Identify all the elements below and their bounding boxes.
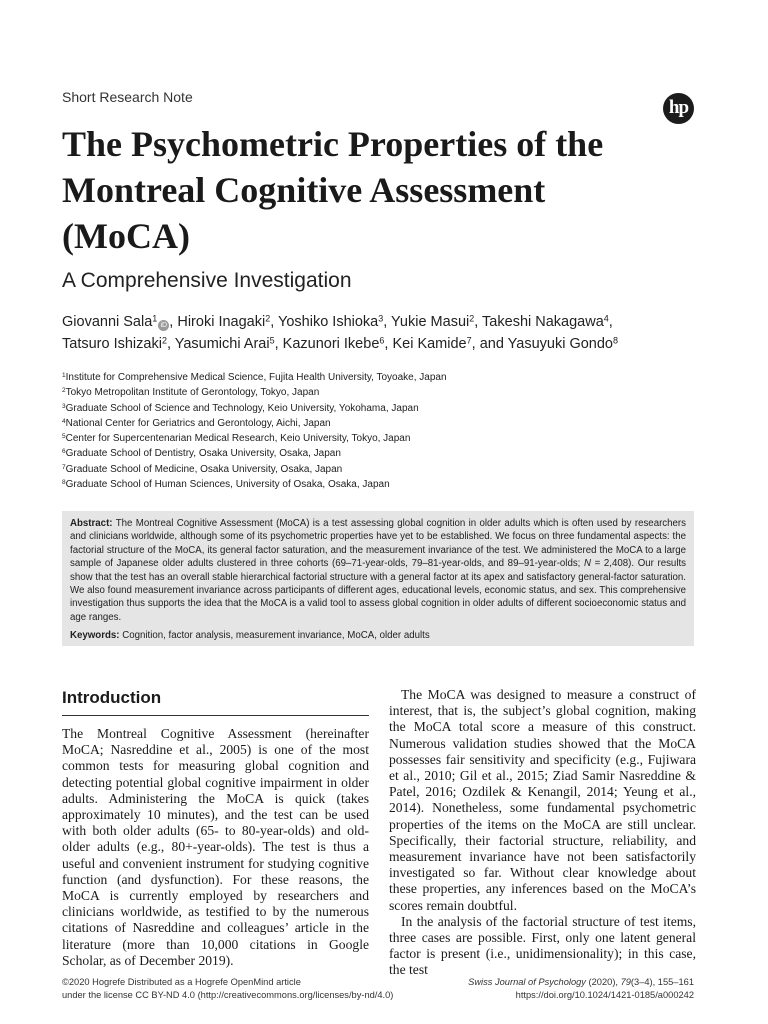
author-name[interactable]: , Yasumichi Arai: [166, 336, 270, 352]
affiliation-text: Graduate School of Human Sciences, University of Osaka, Osaka, Japan: [65, 479, 390, 491]
author-affil-sup: 2: [469, 313, 475, 324]
abstract-text: [70, 517, 686, 624]
author-name[interactable]: , Yoshiko Ishioka: [270, 314, 379, 330]
affiliation-text: Institute for Comprehensive Medical Science, Fujita Health University, Toyoake, Japan: [65, 372, 447, 383]
author-affil-sup: 8: [612, 335, 618, 346]
doi-link[interactable]: https://doi.org/10.1024/1421-0185/a000242: [515, 990, 694, 1000]
article-subtitle: A Comprehensive Investigation: [62, 269, 352, 292]
affiliation-text: National Center for Geriatrics and Gerontology, Aichi, Japan: [65, 417, 331, 429]
author-line-2: [62, 333, 712, 355]
author-name[interactable]: Tatsuro Ishizaki: [62, 336, 162, 352]
author-name[interactable]: , Takeshi Nakagawa: [474, 314, 604, 330]
author-affil-sup: 2: [265, 313, 271, 324]
journal-volume: 79: [620, 977, 631, 987]
affiliation-text: Graduate School of Medicine, Osaka University, Osaka, Japan: [65, 463, 343, 475]
journal-year: (2020),: [585, 977, 621, 987]
footer-copyright: ©2020 Hogrefe Distributed as a Hogrefe OpenMind article: [62, 977, 301, 987]
footer-citation: [400, 976, 694, 1002]
body-column-right: [389, 687, 696, 979]
footer-license: [62, 976, 393, 1002]
author-affil-sup: 6: [379, 335, 385, 346]
affiliation-text: Center for Supercentenarian Medical Research, Keio University, Tokyo, Japan: [65, 433, 411, 445]
affiliation-text: Graduate School of Science and Technology, Keio University, Yokohama, Japan: [65, 402, 419, 414]
introduction-heading: Introduction: [62, 688, 369, 716]
affiliation-list: [62, 370, 712, 492]
title-line: The Psychometric Properties of the: [62, 124, 604, 164]
author-name[interactable]: , Kei Kamide: [384, 336, 467, 352]
journal-issue-pages: (3–4), 155–161: [630, 977, 694, 987]
footer-license-link[interactable]: under the license CC BY-ND 4.0 (http://creativecommons.org/licenses/by-nd/4.0): [62, 990, 394, 1000]
affiliation-item: [62, 431, 712, 446]
body-paragraph: The Montreal Cognitive Assessment (hereinafter MoCA; Nasreddine et al., 2005) is one of the most common tests for measuring global cognition and detecting potential global cognitive impairment in older adults. Administering the MoCA is quick (takes approximately 10 minutes), and the test can be used with both older adults (65- to 80-year-olds) and old-older adults (e.g., 80+-year-olds). The test is thus a useful and convenient instrument for studying cognitive function (and dysfunction). For these reasons, the MoCA is currently employed by researchers and clinicians worldwide, as testified to by the numerous citations of Nasreddine and colleagues’ article in the literature (more than 10,000 citations in Google Scholar, as of December 2019).: [62, 726, 369, 968]
title-line: Montreal Cognitive Assessment: [62, 170, 546, 210]
affiliation-text: Graduate School of Dentistry, Osaka University, Osaka, Japan: [65, 448, 341, 460]
abstract-body-part1: The Montreal Cognitive Assessment (MoCA) is a test assessing global cognition in older adults which is often used by researchers and clinicians worldwide, although some of its psychometric properties have yet to be established. We focus on three fundamental aspects: the factorial structure of the MoCA, its general factor saturation, and the measurement invariance of the test. We administered the MoCA to a large sample of Japanese older adults clustered in three cohorts (69–71-year-olds, 79–81-year-olds, and 89–91-year-olds;: [70, 518, 686, 570]
affiliation-number: 2: [62, 387, 66, 395]
keywords-text: Cognition, factor analysis, measurement invariance, MoCA, older adults: [119, 630, 430, 642]
affiliation-item: [62, 477, 712, 492]
affiliation-number: 7: [62, 463, 66, 471]
affiliation-number: 1: [62, 371, 66, 379]
body-paragraph: The MoCA was designed to measure a construct of interest, that is, the subject’s global cognition, making the MoCA total score a measure of this construct. Numerous validation studies showed that the MoCA possesses fair sensitivity and specificity (e.g., Fujiwara et al., 2010; Gil et al., 2015; Ziad Samir Nasreddine & Patel, 2016; Ozdilek & Kenangil, 2014; Yeung et al., 2014). Nonetheless, some fundamental psychometric properties of the items on the MoCA are still unclear. Specifically, their factorial structure, reliability, and measurement invariance have not been satisfactorily investigated so far. Without clear knowledge about these properties, any inferences based on the MoCA’s scores remain doubtful.: [389, 687, 696, 913]
affiliation-number: 8: [62, 478, 66, 486]
body-paragraph: In the analysis of the factorial structure of test items, three cases are possible. First, only one latent general factor is present (i.e., unidimensionality); in this case, the test: [389, 913, 696, 978]
article-type-label: Short Research Note: [62, 89, 193, 105]
affiliation-number: 4: [62, 417, 66, 425]
abstract-box: [62, 511, 694, 646]
keywords-label: Keywords:: [70, 630, 120, 642]
title-line: (MoCA): [62, 216, 190, 256]
author-separator: ,: [608, 314, 613, 330]
author-affil-sup: 1: [152, 313, 158, 324]
keywords: [70, 629, 686, 642]
affiliation-number: 6: [62, 448, 66, 456]
author-line-1: [62, 311, 712, 333]
author-name[interactable]: , Yukie Masui: [383, 314, 470, 330]
abstract-label: Abstract:: [70, 518, 113, 529]
author-affil-sup: 4: [603, 313, 609, 324]
author-affil-sup: 7: [466, 335, 472, 346]
author-name[interactable]: , Hiroki Inagaki: [169, 314, 266, 330]
orcid-icon[interactable]: iD: [158, 320, 169, 331]
author-affil-sup: 2: [161, 335, 167, 346]
affiliation-item: [62, 401, 712, 416]
affiliation-item: [62, 462, 712, 477]
author-affil-sup: 5: [269, 335, 275, 346]
author-list: [62, 311, 712, 355]
affiliation-number: 5: [62, 432, 66, 440]
affiliation-number: 3: [62, 402, 66, 410]
affiliation-item: [62, 416, 712, 431]
affiliation-item: [62, 370, 712, 385]
journal-name: Swiss Journal of Psychology: [468, 977, 586, 987]
author-name[interactable]: Giovanni Sala: [62, 314, 153, 330]
abstract-body-part2: = 2,408). Our results show that the test has an overall stable hierarchical factorial structure with a general factor at its apex and satisfactory general-factor saturation. We also found measurement invariance across participants of different ages, educational levels, economic status, and sex. This comprehensive investigation thus supports the idea that the MoCA is a valid tool to assess global cognition in older adults of different socioeconomic status and age ranges.: [70, 558, 687, 623]
hogrefe-logo-icon: hp: [663, 93, 694, 124]
affiliation-item: [62, 446, 712, 461]
author-name[interactable]: , Kazunori Ikebe: [274, 336, 380, 352]
body-column-left: [62, 726, 369, 969]
abstract-sample-size-symbol: N: [584, 558, 592, 570]
affiliation-text: Tokyo Metropolitan Institute of Gerontology, Tokyo, Japan: [65, 387, 320, 399]
affiliation-item: [62, 385, 712, 400]
article-title: [62, 121, 712, 259]
author-affil-sup: 3: [378, 313, 384, 324]
journal-citation: [400, 976, 694, 989]
author-name[interactable]: , and Yasuyuki Gondo: [471, 336, 613, 352]
